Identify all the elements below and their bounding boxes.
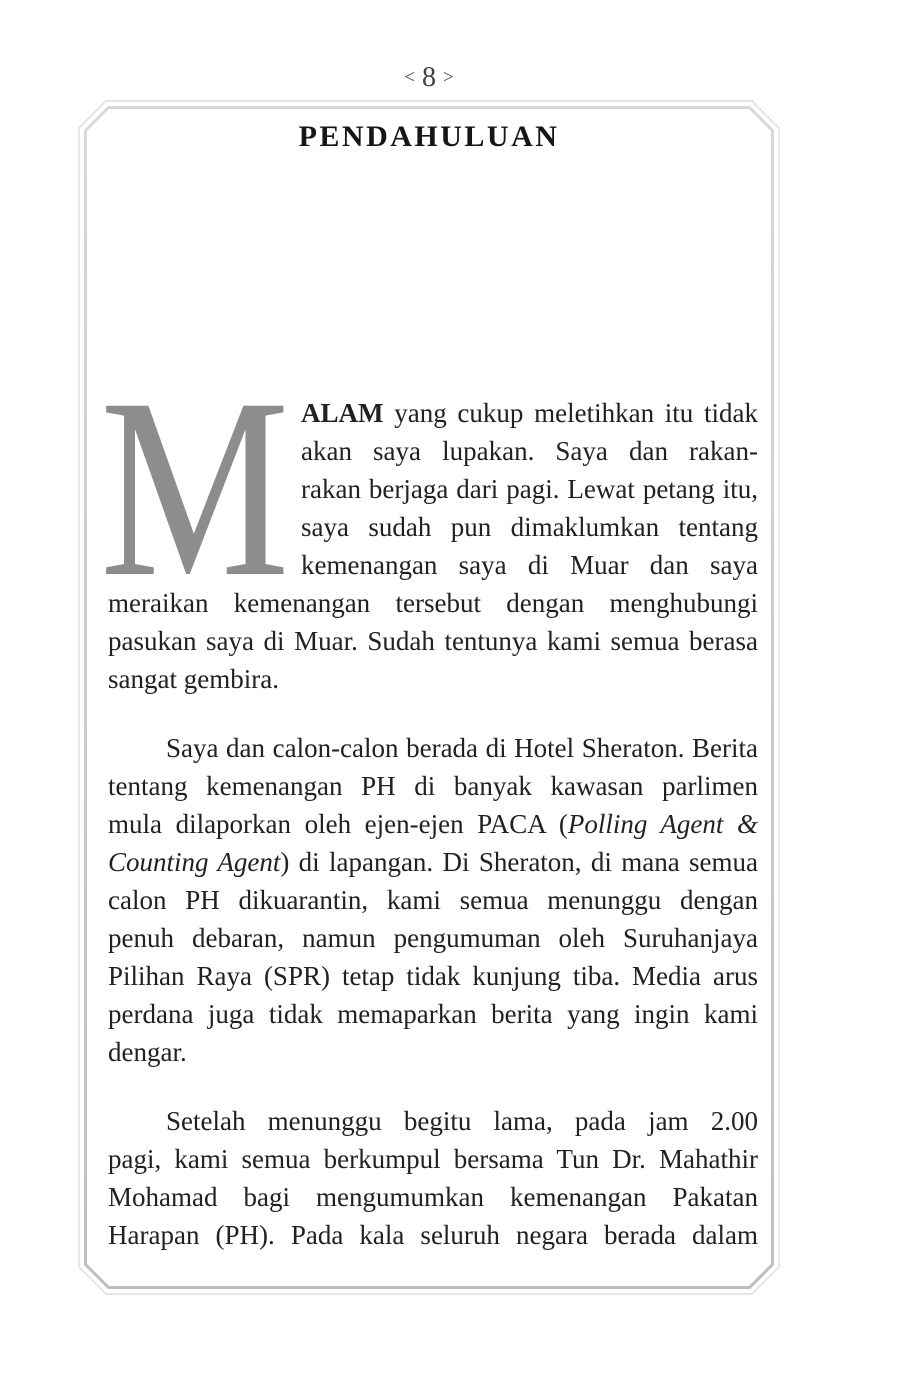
text-segment: Pilihan Raya (SPR) tetap tidak kunjung tiba. Media arus: [108, 961, 758, 991]
text-segment-italic: Polling Agent &: [567, 809, 758, 839]
text-segment-bold: ALAM: [301, 398, 384, 428]
text-line: [301, 546, 758, 584]
dropcap-letter: M: [100, 345, 290, 630]
text-line: [108, 729, 758, 767]
text-segment: calon PH dikuarantin, kami semua menunggu dengan: [108, 885, 758, 915]
text-line: [108, 805, 758, 843]
text-line: [108, 995, 758, 1033]
text-segment: Setelah menunggu begitu lama, pada jam 2.00: [166, 1106, 758, 1136]
text-segment: pasukan saya di Muar. Sudah tentunya kami semua berasa: [108, 626, 758, 656]
text-segment: mula dilaporkan oleh ejen-ejen PACA (: [108, 809, 568, 839]
paragraph: [100, 345, 758, 698]
folio-number: 8: [422, 62, 436, 93]
text-line: [108, 767, 758, 805]
folio-bracket-left: <: [404, 67, 415, 88]
text-line: [108, 1033, 758, 1071]
chapter-title: PENDAHULUAN: [298, 120, 560, 153]
text-segment-italic: Counting Agent: [108, 847, 281, 877]
text-segment: rakan berjaga dari pagi. Lewat petang itu,: [301, 474, 758, 504]
text-segment: ) di lapangan. Di Sheraton, di mana semua: [280, 847, 758, 877]
body-text: [100, 345, 758, 1254]
drop-cap: [100, 345, 301, 630]
folio-bracket-right: >: [443, 67, 454, 88]
text-line: [301, 508, 758, 546]
text-line: [108, 1102, 758, 1140]
text-line: [301, 470, 758, 508]
text-line: [108, 1140, 758, 1178]
text-segment: yang cukup meletihkan itu tidak: [383, 398, 758, 428]
text-segment: kemenangan saya di Muar dan saya: [301, 550, 758, 580]
text-segment: Saya dan calon-calon berada di Hotel Sheraton. Berita: [166, 733, 758, 763]
text-segment: saya sudah pun dimaklumkan tentang: [301, 512, 758, 542]
text-segment: penuh debaran, namun pengumuman oleh Suruhanjaya: [108, 923, 758, 953]
text-segment: Harapan (PH). Pada kala seluruh negara berada dalam: [108, 1220, 758, 1250]
paragraph: [108, 729, 758, 1071]
text-segment: akan saya lupakan. Saya dan rakan-: [301, 436, 758, 466]
text-line: [108, 881, 758, 919]
text-line: [301, 394, 758, 432]
text-segment: Mohamad bagi mengumumkan kemenangan Pakatan: [108, 1182, 758, 1212]
text-line: [108, 957, 758, 995]
text-line: [108, 1216, 758, 1254]
text-line: [301, 432, 758, 470]
text-segment: tentang kemenangan PH di banyak kawasan parlimen: [108, 771, 758, 801]
paragraph: [108, 1102, 758, 1254]
page-number: [78, 62, 780, 94]
text-segment: perdana juga tidak memaparkan berita yang ingin kami: [108, 999, 758, 1029]
text-line: [108, 919, 758, 957]
text-line: [108, 1178, 758, 1216]
text-segment: pagi, kami semua berkumpul bersama Tun Dr. Mahathir: [108, 1144, 758, 1174]
dropcap-beside-lines: [301, 394, 758, 584]
text-line: [108, 660, 758, 698]
text-segment: dengar.: [108, 1037, 187, 1067]
text-line: [108, 843, 758, 881]
text-segment: meraikan kemenangan tersebut dengan menghubungi: [108, 588, 758, 618]
text-segment: sangat gembira.: [108, 664, 279, 694]
